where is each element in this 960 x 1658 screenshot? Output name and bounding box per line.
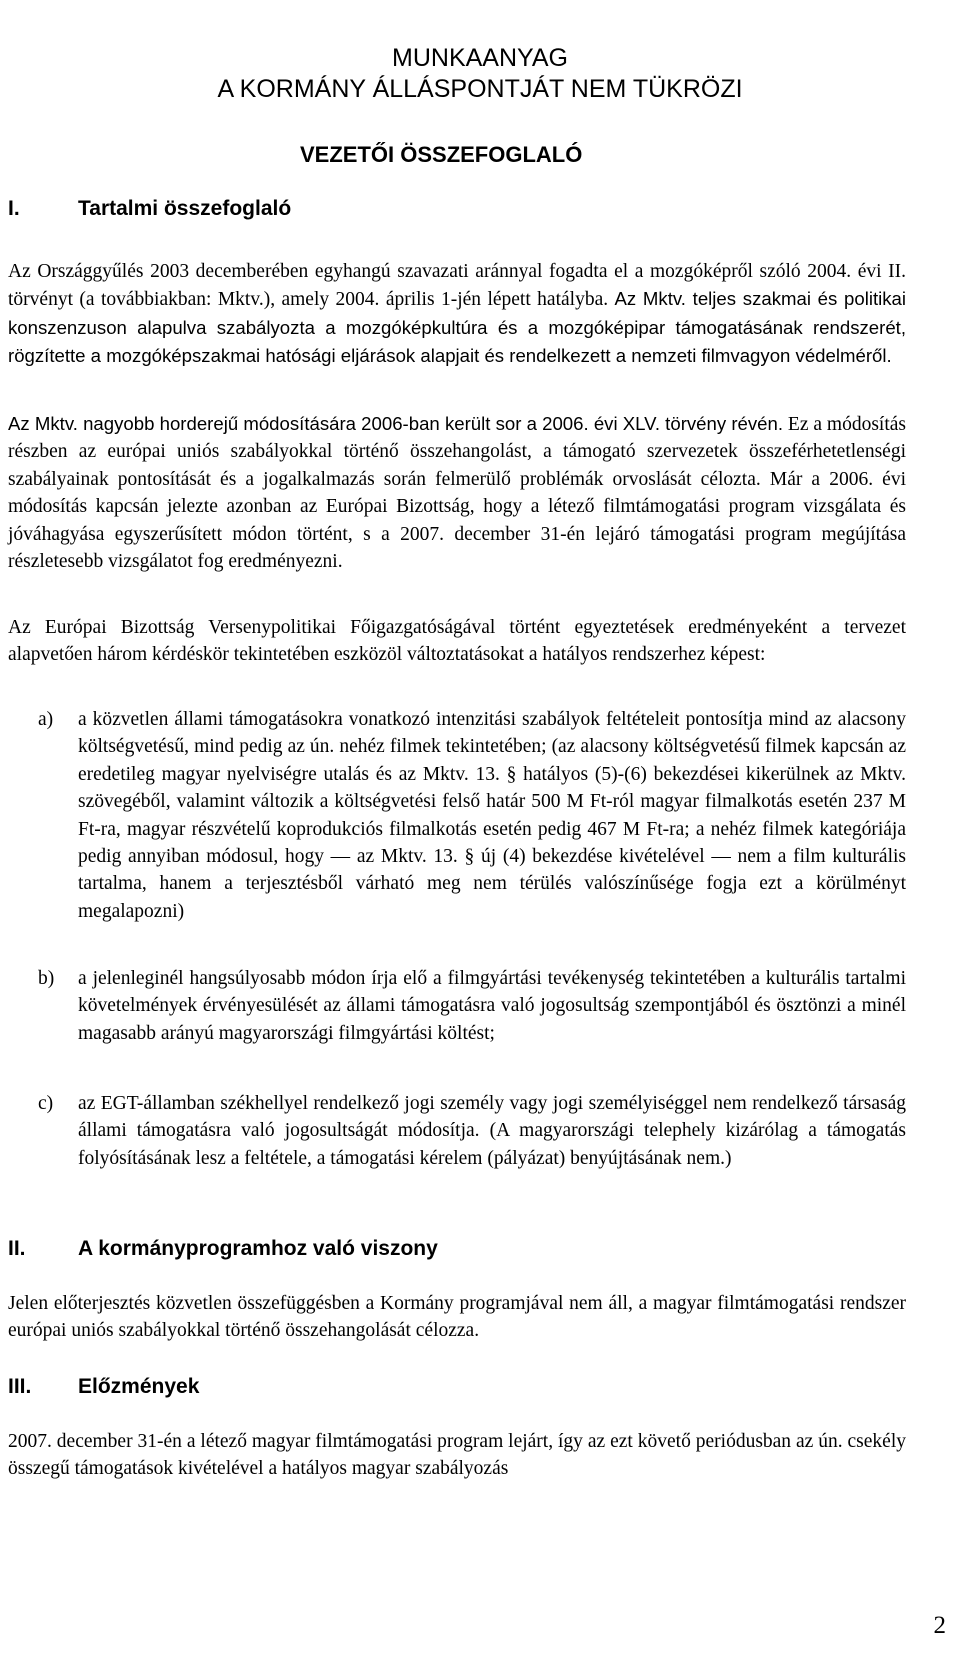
draft-header-line1: MUNKAANYAG bbox=[392, 44, 568, 72]
section-number: II. bbox=[8, 1237, 26, 1260]
section-heading-3 bbox=[8, 1374, 199, 1400]
section-heading-2 bbox=[8, 1236, 438, 1262]
paragraph-2 bbox=[8, 410, 906, 575]
section-heading-1 bbox=[8, 196, 291, 222]
paragraph-1-part-a: Az Országgyűlés 2003 decemberében egyhangú szavazati aránnyal fogadta el a mozgóképről szóló 2004. évi II. törvényt (a továbbiakban: Mktv.), amely 2004. április 1-jén lépett hatályba. bbox=[8, 261, 906, 311]
section-number: III. bbox=[8, 1375, 32, 1398]
section-title: Tartalmi összefoglaló bbox=[78, 197, 292, 220]
paragraph-1-part-b: Az Mktv. teljes szakmai és politikai konszenzuson alapulva szabályozta a mozgóképkultúra és a mozgóképipar támogatásának rendszerét, rögzítette a mozgóképszakmai hatósági eljárások alapjait és rendelkezett a nemzeti filmvagyon védelméről. bbox=[8, 288, 907, 367]
page-number: 2 bbox=[933, 1612, 946, 1639]
list-item-text: az EGT-államban székhellyel rendelkező jogi személy vagy jogi személyiséggel nem rendelkező társaság állami támogatásra való jogosultságát módosítja. (A magyarországi telephely kizárólag a támogatás folyósításának lesz a feltétele, a támogatási kérelem (pályázat) benyújtásának nem.) bbox=[78, 1093, 906, 1169]
list-item-text: a közvetlen állami támogatásokra vonatkozó intenzitási szabályok feltételeit pontosítja mind az alacsony költségvetésű, mind pedig az ún. nehéz filmek tekintetében; (az alacsony költségvetésű filmek kapcsán az eredetileg magyar nyelviségre utalás és az Mktv. 13. § hatályos (5)-(6) bekezdései kikerülnek az Mktv. szövegéből, valamint változik a költségvetési felső határ 500 M Ft-ról magyar filmalkotás esetén 237 M Ft-ra, magyar részvételű koprodukciós filmalkotás esetén pedig 467 M Ft-ra; a nehéz filmek kategóriája pedig annyiban módosul, hogy — az Mktv. 13. § új (4) bekezdése kivételével — nem a film kulturális tartalma, hanem a terjesztésből várható meg nem térülés valószínűsége fogja ezt a körülményt megalapozni) bbox=[78, 709, 906, 922]
paragraph-2-part-a: Az Mktv. nagyobb horderejű módosítására 2006-ban került sor a 2006. évi XLV. törvény révén. bbox=[8, 413, 784, 434]
section-number: I. bbox=[8, 197, 20, 220]
section-title: Előzmények bbox=[78, 1375, 200, 1398]
paragraph-1 bbox=[8, 258, 906, 371]
list-item-label: b) bbox=[38, 968, 55, 989]
list-item-label: c) bbox=[38, 1093, 54, 1114]
paragraph-4: Jelen előterjesztés közvetlen összefüggésben a Kormány programjával nem áll, a magyar filmtámogatási rendszer európai uniós szabályokkal történő összehangolását célozza. bbox=[8, 1293, 906, 1342]
document-title: VEZETŐI ÖSSZEFOGLALÓ bbox=[300, 142, 583, 167]
list-item-a bbox=[8, 706, 906, 925]
list-item-label: a) bbox=[38, 709, 54, 730]
draft-header-line2: A KORMÁNY ÁLLÁSPONTJÁT NEM TÜKRÖZI bbox=[217, 75, 743, 103]
list-item-text: a jelenleginél hangsúlyosabb módon írja elő a filmgyártási tevékenység tekintetében a kulturális tartalmi követelmények érvényesülését az állami támogatásra való jogosultság szempontjából és ösztönzi a minél magasabb arányú magyarországi filmgyártási költést; bbox=[78, 968, 906, 1044]
list-item-b bbox=[8, 965, 906, 1047]
paragraph-5: 2007. december 31-én a létező magyar filmtámogatási program lejárt, így az ezt követő periódusban az ún. csekély összegű támogatások kivételével a hatályos magyar szabályozás bbox=[8, 1431, 906, 1480]
list-item-c bbox=[8, 1090, 906, 1172]
section-title: A kormányprogramhoz való viszony bbox=[78, 1237, 438, 1260]
paragraph-3: Az Európai Bizottság Versenypolitikai Főigazgatóságával történt egyeztetések eredményeként a tervezet alapvetően három kérdéskör tekintetében eszközöl változtatásokat a hatályos rendszerhez képest: bbox=[8, 617, 906, 666]
paragraph-2-part-b: Ez a módosítás részben az európai uniós szabályokkal történő összehangolást, a támogató szervezetek összeférhetetlenségi szabályainak pontosítását és a jogalkalmazás során felmerülő problémák orvoslását célozta. Már a 2006. évi módosítás kapcsán jelezte azonban az Európai Bizottság, hogy a létező filmtámogatási program vizsgálata és jóváhagyása egyszerűsített módon történt, s a 2007. december 31-én lejáró támogatási program megújítása részletesebb vizsgálatot fog eredményezni. bbox=[8, 414, 906, 573]
